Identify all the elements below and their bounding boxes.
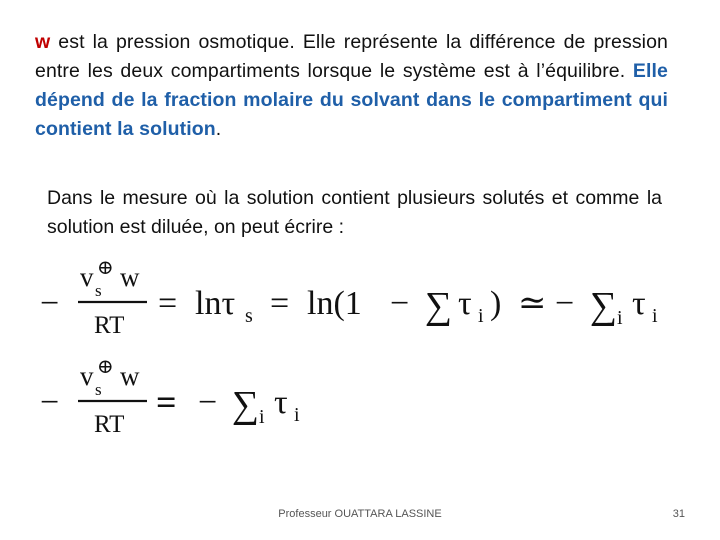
eq1-num-sup: ⊕ xyxy=(97,257,114,279)
w-symbol: w xyxy=(35,31,51,53)
eq1-den: RT xyxy=(94,312,125,339)
paragraph-dilute-solution: Dans le mesure où la solution contient plusieurs solutés et comme la solution est diluée, on peut écrire : xyxy=(47,187,662,238)
equation-1 xyxy=(40,257,658,339)
eq2-sum-sub: i xyxy=(259,406,265,428)
eq2-den: RT xyxy=(94,411,125,438)
eq1-tau-i: τ xyxy=(458,285,472,322)
eq2-num-sup: ⊕ xyxy=(97,356,114,378)
eq1-num-w: w xyxy=(120,262,140,292)
eq2-sum: ∑ xyxy=(232,384,260,426)
eq2-tau: τ xyxy=(274,384,288,421)
highlighted-text: Elle dépend de la fraction molaire du solvant dans le compartiment qui contient la solution xyxy=(35,60,668,140)
eq2-num-w: w xyxy=(120,361,140,391)
eq1-equals-2: = xyxy=(270,285,290,322)
footer-author: Professeur OUATTARA LASSINE xyxy=(278,508,442,520)
eq1-minus: − xyxy=(40,285,60,322)
eq1-num-sub: s xyxy=(95,281,102,300)
page-number: 31 xyxy=(672,508,685,520)
paragraph-text: est la pression osmotique. Elle représente la différence de pression entre les deux compartiments lorsque le système est à l’équilibre. xyxy=(35,31,668,82)
paragraph-end: . xyxy=(215,118,222,140)
eq1-ln-tau: lnτ xyxy=(195,285,236,322)
eq1-sum-2-sub: i xyxy=(617,307,623,329)
equation-2 xyxy=(40,356,300,438)
eq1-sum-2: ∑ xyxy=(590,285,618,327)
eq1-sum-1: ∑ xyxy=(425,285,453,327)
eq1-ln-open: ln(1 xyxy=(307,285,362,322)
eq2-minus: − xyxy=(40,384,60,421)
eq1-minus-3: − xyxy=(555,285,575,322)
eq1-tau-2: τ xyxy=(632,285,646,322)
eq1-close: ) xyxy=(490,285,502,322)
eq1-equals-1: = xyxy=(158,285,178,322)
eq2-minus-2: − xyxy=(198,384,218,421)
eq2-tau-sub: i xyxy=(294,404,300,426)
eq2-equals: = xyxy=(156,382,177,422)
eq1-num-v: v xyxy=(80,262,94,292)
eq1-minus-2: − xyxy=(390,285,410,322)
eq1-approx: ≃ xyxy=(518,285,547,322)
eq1-tau-i-sub: i xyxy=(478,305,484,327)
eq1-tau-2-sub: i xyxy=(652,305,658,327)
eq2-num-v: v xyxy=(80,361,94,391)
eq2-num-sub: s xyxy=(95,380,102,399)
eq1-ln-tau-sub: s xyxy=(245,305,253,327)
